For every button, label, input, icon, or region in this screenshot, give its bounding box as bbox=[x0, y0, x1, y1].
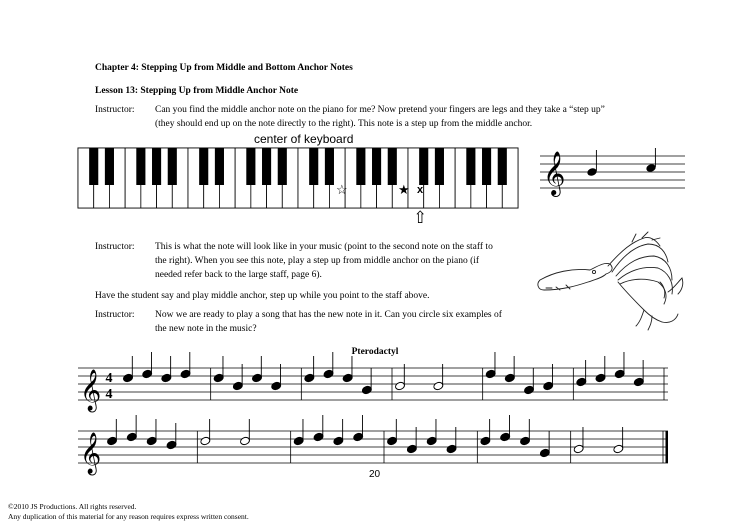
keyboard-caption: center of keyboard bbox=[254, 132, 354, 146]
instruction-1-line: Can you find the middle anchor note on the piano for me? Now pretend your fingers are legs and they take a “step up” bbox=[155, 105, 605, 115]
quarter-note bbox=[361, 368, 372, 395]
quarter-note bbox=[146, 419, 157, 446]
quarter-note bbox=[524, 368, 535, 395]
quarter-note bbox=[123, 356, 134, 383]
black-key bbox=[435, 148, 444, 185]
middle-anchor-star-filled: ★ bbox=[398, 182, 410, 197]
treble-clef-icon: 𝄞 bbox=[543, 151, 566, 195]
instruction-2-line: the right). When you see this note, play a step up from middle anchor on the piano (if bbox=[155, 256, 480, 266]
middle-anchor-star-outline: ☆ bbox=[336, 182, 348, 197]
black-key bbox=[278, 148, 287, 185]
instruction-3 bbox=[155, 308, 502, 336]
quarter-note bbox=[504, 356, 515, 383]
copyright-text: ©2010 JS Productions. All rights reserved. bbox=[8, 502, 137, 511]
black-key bbox=[372, 148, 381, 185]
instructor-label: Instructor: bbox=[95, 242, 135, 252]
staff-note-step-up bbox=[645, 148, 656, 173]
instruction-2 bbox=[155, 240, 493, 282]
pterodactyl-illustration bbox=[532, 232, 702, 332]
instruction-1-line: (they should end up on the note directly to the right). This note is a step up from the middle anchor. bbox=[155, 119, 533, 129]
black-key bbox=[356, 148, 365, 185]
quarter-note bbox=[333, 419, 344, 446]
example-staff bbox=[540, 148, 690, 195]
time-signature-top: 4 bbox=[105, 371, 113, 386]
music-staff-1 bbox=[78, 366, 673, 411]
staff-note-middle-anchor bbox=[586, 150, 597, 177]
quarter-note bbox=[426, 419, 437, 446]
up-arrow-icon: ⇧ bbox=[413, 208, 428, 227]
quarter-note bbox=[576, 360, 587, 387]
black-key bbox=[325, 148, 334, 185]
black-key bbox=[466, 148, 475, 185]
black-key bbox=[152, 148, 161, 185]
instruction-1 bbox=[155, 103, 605, 131]
black-key bbox=[136, 148, 145, 185]
quarter-note bbox=[161, 356, 172, 383]
half-note bbox=[240, 419, 251, 446]
instruction-3-line: the new note in the music? bbox=[155, 324, 257, 334]
quarter-note bbox=[633, 360, 644, 387]
quarter-note bbox=[520, 419, 531, 446]
black-key bbox=[89, 148, 98, 185]
instructor-label: Instructor: bbox=[95, 105, 135, 115]
black-key bbox=[199, 148, 208, 185]
chapter-title: Chapter 4: Stepping Up from Middle and Bottom Anchor Notes bbox=[95, 63, 353, 73]
final-bar-line-thick bbox=[666, 431, 669, 463]
treble-clef-icon: 𝄞 bbox=[80, 370, 102, 411]
black-key bbox=[246, 148, 255, 185]
quarter-note bbox=[313, 415, 324, 442]
quarter-note bbox=[213, 356, 224, 383]
quarter-note bbox=[107, 419, 118, 446]
page-number: 20 bbox=[369, 469, 381, 480]
music-staff-2 bbox=[78, 429, 673, 474]
instruction-3-line: Now we are ready to play a song that has the new note in it. Can you circle six examples of bbox=[155, 310, 502, 320]
quarter-note bbox=[480, 419, 491, 446]
black-key bbox=[498, 148, 507, 185]
quarter-note bbox=[252, 356, 263, 383]
quarter-note bbox=[595, 356, 606, 383]
black-key bbox=[215, 148, 224, 185]
student-instruction: Have the student say and play middle anchor, step up while you point to the staff above. bbox=[95, 291, 430, 301]
quarter-note bbox=[166, 423, 177, 450]
black-key bbox=[262, 148, 271, 185]
black-key bbox=[482, 148, 491, 185]
quarter-note bbox=[387, 419, 398, 446]
black-key bbox=[168, 148, 177, 185]
duplication-notice: Any duplication of this material for any reason requires express written consent. bbox=[8, 512, 249, 521]
step-up-x-mark: x bbox=[417, 184, 424, 196]
quarter-note bbox=[304, 356, 315, 383]
time-signature-bottom: 4 bbox=[105, 387, 113, 402]
footer bbox=[8, 502, 249, 522]
quarter-note bbox=[353, 415, 364, 442]
instruction-2-line: This is what the note will look like in your music (point to the second note on the staff to bbox=[155, 242, 493, 252]
instructor-label: Instructor: bbox=[95, 310, 135, 320]
black-key bbox=[419, 148, 428, 185]
treble-clef-icon: 𝄞 bbox=[80, 433, 102, 474]
song-title: Pterodactyl bbox=[351, 347, 399, 357]
lesson-title: Lesson 13: Stepping Up from Middle Anchor Note bbox=[95, 86, 299, 96]
quarter-note bbox=[126, 415, 137, 442]
quarter-note bbox=[500, 415, 511, 442]
quarter-note bbox=[539, 431, 550, 458]
black-key bbox=[105, 148, 114, 185]
black-key bbox=[309, 148, 318, 185]
instruction-2-line: needed refer back to the large staff, page 6). bbox=[155, 270, 322, 280]
half-note bbox=[200, 419, 211, 446]
quarter-note bbox=[293, 419, 304, 446]
piano-keyboard bbox=[78, 148, 518, 210]
quarter-note bbox=[342, 356, 353, 383]
black-key bbox=[388, 148, 397, 185]
